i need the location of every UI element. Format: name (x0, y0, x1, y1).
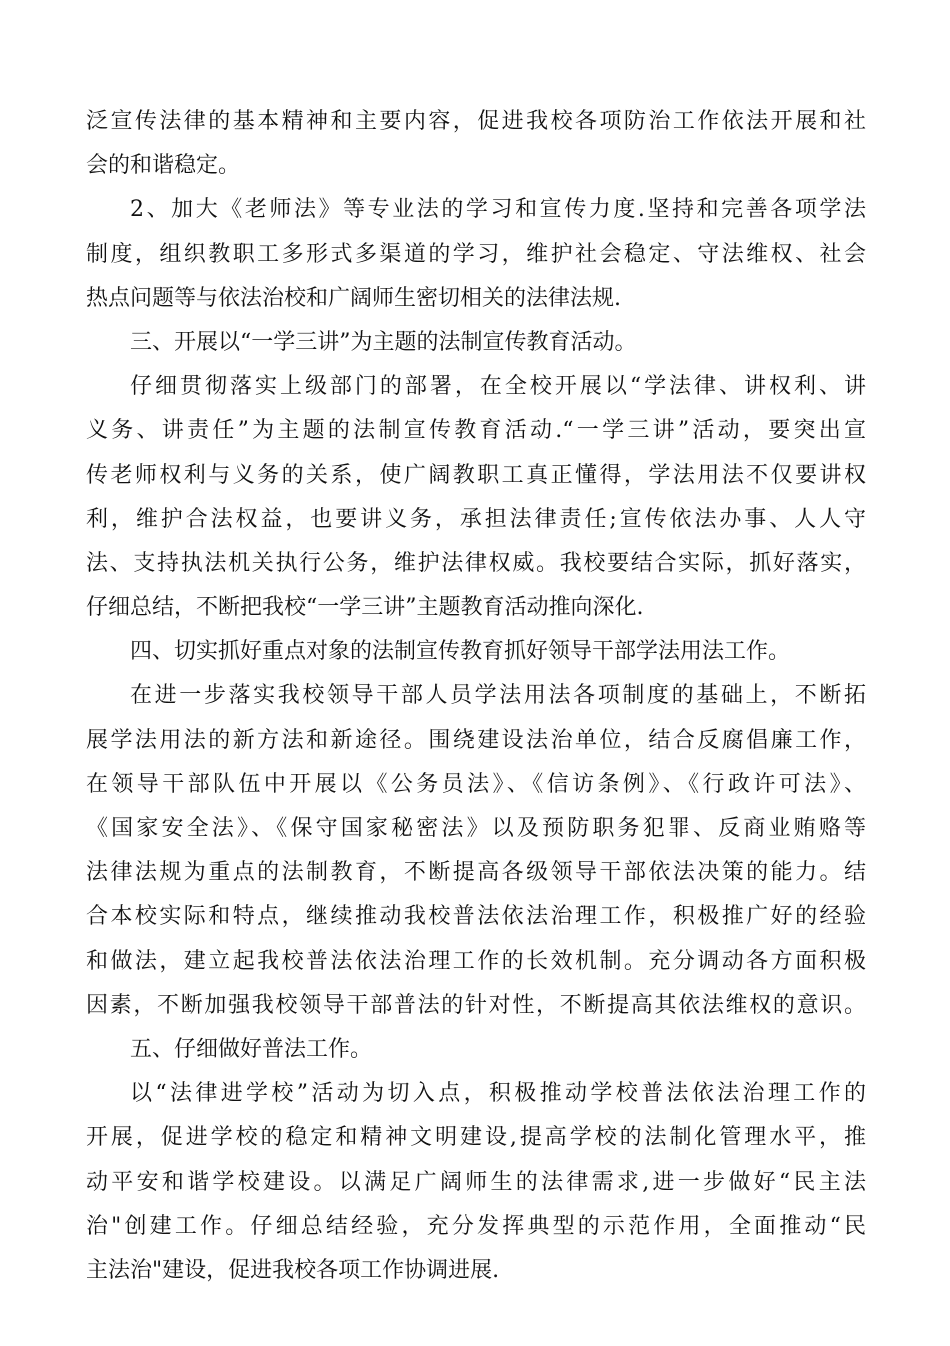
document-body (86, 100, 866, 1293)
text-line: 《国家安全法》、《保守国家秘密法》以及预防职务犯罪、反商业贿赂等 (86, 816, 866, 841)
text-line: 2、加大《老师法》等专业法的学习和宣传力度.坚持和完善各项学法 (130, 197, 866, 223)
text-line: 主法治"建设，促进我校各项工作协调进展. (86, 1257, 500, 1283)
text-line: 和做法，建立起我校普法依法治理工作的长效机制。充分调动各方面积极 (86, 948, 866, 974)
text-line: 法律法规为重点的法制教育，不断提高各级领导干部依法决策的能力。结 (86, 860, 866, 886)
section-heading: 三、开展以“一学三讲”为主题的法制宣传教育活动。 (130, 329, 637, 355)
text-line: 在领导干部队伍中开展以《公务员法》、《信访条例》、《行政许可法》、 (86, 771, 866, 797)
text-line: 利，维护合法权益，也要讲义务，承担法律责任;宣传依法办事、人人守 (86, 506, 866, 532)
text-line: 仔细贯彻落实上级部门的部署，在全校开展以“学法律、讲权利、讲 (130, 374, 866, 400)
section-heading: 四、切实抓好重点对象的法制宣传教育抓好领导干部学法用法工作。 (130, 639, 791, 665)
text-line: 动平安和谐学校建设。以满足广阔师生的法律需求,进一步做好“民主法 (86, 1169, 866, 1195)
text-line: 热点问题等与依法治校和广阔师生密切相关的法律法规. (86, 285, 621, 311)
text-line: 泛宣传法律的基本精神和主要内容，促进我校各项防治工作依法开展和社 (86, 109, 866, 134)
text-line: 开展，促进学校的稳定和精神文明建设,提高学校的法制化管理水平，推 (86, 1125, 866, 1151)
text-line: 制度，组织教职工多形式多渠道的学习，维护社会稳定、守法维权、社会 (86, 241, 866, 267)
text-line: 传老师权利与义务的关系，使广阔教职工真正懂得，学法用法不仅要讲权 (86, 462, 866, 488)
text-line: 合本校实际和特点，继续推动我校普法依法治理工作，积极推广好的经验 (86, 904, 866, 930)
text-line: 因素，不断加强我校领导干部普法的针对性，不断提高其依法维权的意识。 (86, 992, 866, 1018)
text-line: 展学法用法的新方法和新途径。围绕建设法治单位，结合反腐倡廉工作， (86, 727, 866, 753)
text-line: 治"创建工作。仔细总结经验，充分发挥典型的示范作用，全面推动“民 (86, 1213, 866, 1239)
section-heading: 五、仔细做好普法工作。 (130, 1036, 373, 1062)
text-line: 以“法律进学校”活动为切入点，积极推动学校普法依法治理工作的 (130, 1081, 866, 1107)
text-line: 会的和谐稳定。 (86, 153, 241, 179)
text-line: 在进一步落实我校领导干部人员学法用法各项制度的基础上，不断拓 (130, 683, 866, 709)
text-line: 法、支持执法机关执行公务，维护法律权威。我校要结合实际，抓好落实， (86, 550, 866, 576)
text-line: 仔细总结，不断把我校“一学三讲”主题教育活动推向深化. (86, 595, 644, 621)
text-line: 义务、讲责任”为主题的法制宣传教育活动.“一学三讲”活动，要突出宣 (86, 418, 866, 444)
